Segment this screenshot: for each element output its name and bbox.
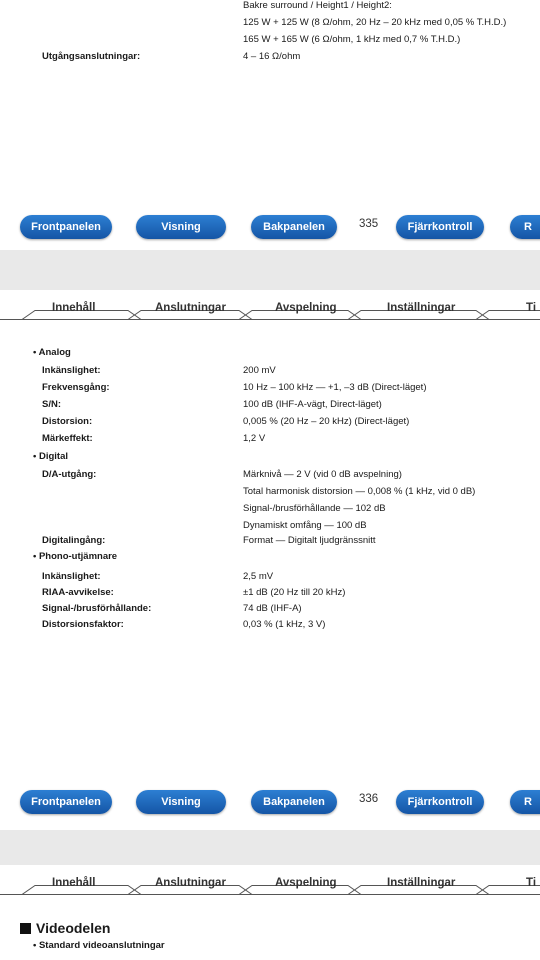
rear-panel-button[interactable]: Bakpanelen [251, 790, 337, 814]
phono-heading: • Phono-utjämnare [33, 551, 118, 562]
spec-value: Total harmonisk distorsion — 0,008 % (1 kHz, vid 0 dB) [243, 486, 476, 497]
display-button[interactable]: Visning [136, 215, 226, 239]
spec-label: Distorsion: [42, 416, 93, 427]
spec-value: 100 dB (IHF-A-vägt, Direct-läget) [243, 399, 382, 410]
tab-settings[interactable]: Inställningar [387, 877, 456, 889]
spec-line: Bakre surround / Height1 / Height2: [243, 0, 392, 11]
tab-contents[interactable]: Innehåll [52, 302, 96, 314]
tab-tips[interactable]: Ti [526, 302, 537, 314]
spec-label: Märkeffekt: [42, 433, 93, 444]
remote-button[interactable]: Fjärrkontroll [396, 215, 484, 239]
tab-tips[interactable]: Ti [526, 877, 537, 889]
spec-label: RIAA-avvikelse: [42, 587, 114, 598]
spec-value: 2,5 mV [243, 571, 274, 582]
frontpanel-button[interactable]: Frontpanelen [20, 215, 112, 239]
frontpanel-button[interactable]: Frontpanelen [20, 790, 112, 814]
spec-value: 200 mV [243, 365, 276, 376]
remote-button[interactable]: Fjärrkontroll [396, 790, 484, 814]
spec-line: 125 W + 125 W (8 Ω/ohm, 20 Hz – 20 kHz med 0,05 % T.H.D.) [243, 17, 507, 28]
tab-connections[interactable]: Anslutningar [155, 877, 226, 889]
spec-label: Inkänslighet: [42, 571, 101, 582]
spec-label: Inkänslighet: [42, 365, 101, 376]
tab-playback[interactable]: Avspelning [275, 877, 337, 889]
rear-panel-button[interactable]: Bakpanelen [251, 215, 337, 239]
section-square-icon [20, 923, 31, 934]
spec-value: Signal-/brusförhållande — 102 dB [243, 503, 386, 514]
spec-value: 10 Hz – 100 kHz — +1, –3 dB (Direct-läget) [243, 382, 427, 393]
spec-value: ±1 dB (20 Hz till 20 kHz) [243, 587, 346, 598]
index-button[interactable]: R [510, 215, 540, 239]
video-heading: • Standard videoanslutningar [33, 940, 165, 951]
spec-label: Digitalingång: [42, 535, 106, 546]
spec-label: Frekvensgång: [42, 382, 110, 393]
spec-value: 4 – 16 Ω/ohm [243, 51, 301, 62]
spec-value: 0,005 % (20 Hz – 20 kHz) (Direct-läget) [243, 416, 410, 427]
tab-connections[interactable]: Anslutningar [155, 302, 226, 314]
spec-line: 165 W + 165 W (6 Ω/ohm, 1 kHz med 0,7 % T.H.D.) [243, 34, 461, 45]
digital-heading: • Digital [33, 451, 68, 462]
spec-value: 74 dB (IHF-A) [243, 603, 302, 614]
spec-value: 1,2 V [243, 433, 266, 444]
index-button[interactable]: R [510, 790, 540, 814]
page-number: 335 [359, 218, 379, 230]
spec-label: D/A-utgång: [42, 469, 97, 480]
display-button[interactable]: Visning [136, 790, 226, 814]
spec-label: S/N: [42, 399, 61, 410]
spec-value: Märknivå — 2 V (vid 0 dB avspelning) [243, 469, 402, 480]
page-number: 336 [359, 793, 379, 805]
page-336 [0, 290, 540, 830]
section-title: Videodelen [20, 920, 110, 936]
spec-value: Format — Digitalt ljudgränssnitt [243, 535, 376, 546]
tab-settings[interactable]: Inställningar [387, 302, 456, 314]
page-335 [0, 0, 540, 250]
tab-playback[interactable]: Avspelning [275, 302, 337, 314]
spec-value: 0,03 % (1 kHz, 3 V) [243, 619, 326, 630]
spec-label: Utgångsanslutningar: [42, 51, 141, 62]
spec-label: Distorsionsfaktor: [42, 619, 124, 630]
spec-value: Dynamiskt omfång — 100 dB [243, 520, 367, 531]
analog-heading: • Analog [33, 347, 71, 358]
spec-label: Signal-/brusförhållande: [42, 603, 152, 614]
tab-contents[interactable]: Innehåll [52, 877, 96, 889]
page-337 [0, 865, 540, 960]
